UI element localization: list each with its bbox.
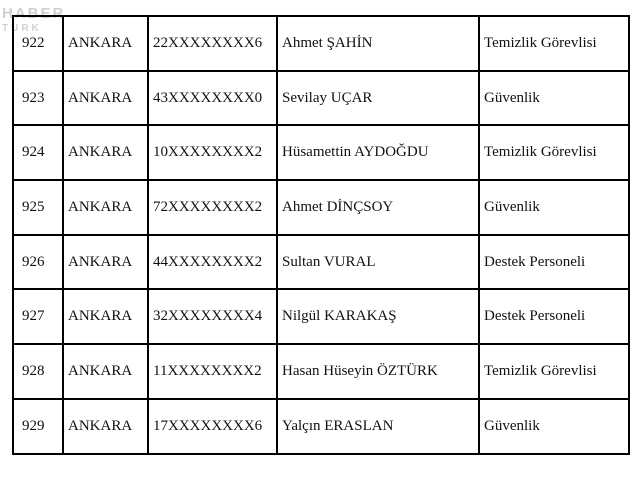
city-cell: ANKARA: [63, 125, 148, 180]
id-number-cell: 11XXXXXXXX2: [148, 344, 277, 399]
position-cell: Güvenlik: [479, 71, 629, 126]
id-number-cell: 43XXXXXXXX0: [148, 71, 277, 126]
position-cell: Güvenlik: [479, 399, 629, 454]
name-cell: Hüsamettin AYDOĞDU: [277, 125, 479, 180]
id-number-cell: 44XXXXXXXX2: [148, 235, 277, 290]
city-cell: ANKARA: [63, 344, 148, 399]
id-number-cell: 72XXXXXXXX2: [148, 180, 277, 235]
name-cell: Ahmet DİNÇSOY: [277, 180, 479, 235]
id-number-cell: 10XXXXXXXX2: [148, 125, 277, 180]
table-row: [13, 289, 629, 344]
position-cell: Güvenlik: [479, 180, 629, 235]
personnel-table: [12, 15, 630, 455]
name-cell: Hasan Hüseyin ÖZTÜRK: [277, 344, 479, 399]
city-cell: ANKARA: [63, 16, 148, 71]
city-cell: ANKARA: [63, 399, 148, 454]
city-cell: ANKARA: [63, 71, 148, 126]
table-row: [13, 71, 629, 126]
position-cell: Temizlik Görevlisi: [479, 16, 629, 71]
id-number-cell: 17XXXXXXXX6: [148, 399, 277, 454]
row-number: 922: [13, 16, 63, 71]
name-cell: Nilgül KARAKAŞ: [277, 289, 479, 344]
row-number: 928: [13, 344, 63, 399]
row-number: 926: [13, 235, 63, 290]
city-cell: ANKARA: [63, 289, 148, 344]
id-number-cell: 22XXXXXXXX6: [148, 16, 277, 71]
row-number: 923: [13, 71, 63, 126]
city-cell: ANKARA: [63, 235, 148, 290]
table-row: [13, 125, 629, 180]
row-number: 929: [13, 399, 63, 454]
row-number: 927: [13, 289, 63, 344]
row-number: 924: [13, 125, 63, 180]
table-row: [13, 16, 629, 71]
table-row: [13, 344, 629, 399]
name-cell: Sultan VURAL: [277, 235, 479, 290]
name-cell: Ahmet ŞAHİN: [277, 16, 479, 71]
table-row: [13, 180, 629, 235]
table-row: [13, 399, 629, 454]
row-number: 925: [13, 180, 63, 235]
city-cell: ANKARA: [63, 180, 148, 235]
position-cell: Destek Personeli: [479, 289, 629, 344]
watermark-line2: TURK: [2, 23, 42, 34]
table-row: [13, 235, 629, 290]
position-cell: Temizlik Görevlisi: [479, 125, 629, 180]
position-cell: Destek Personeli: [479, 235, 629, 290]
id-number-cell: 32XXXXXXXX4: [148, 289, 277, 344]
name-cell: Yalçın ERASLAN: [277, 399, 479, 454]
name-cell: Sevilay UÇAR: [277, 71, 479, 126]
watermark-line1: HABER: [2, 5, 66, 22]
position-cell: Temizlik Görevlisi: [479, 344, 629, 399]
